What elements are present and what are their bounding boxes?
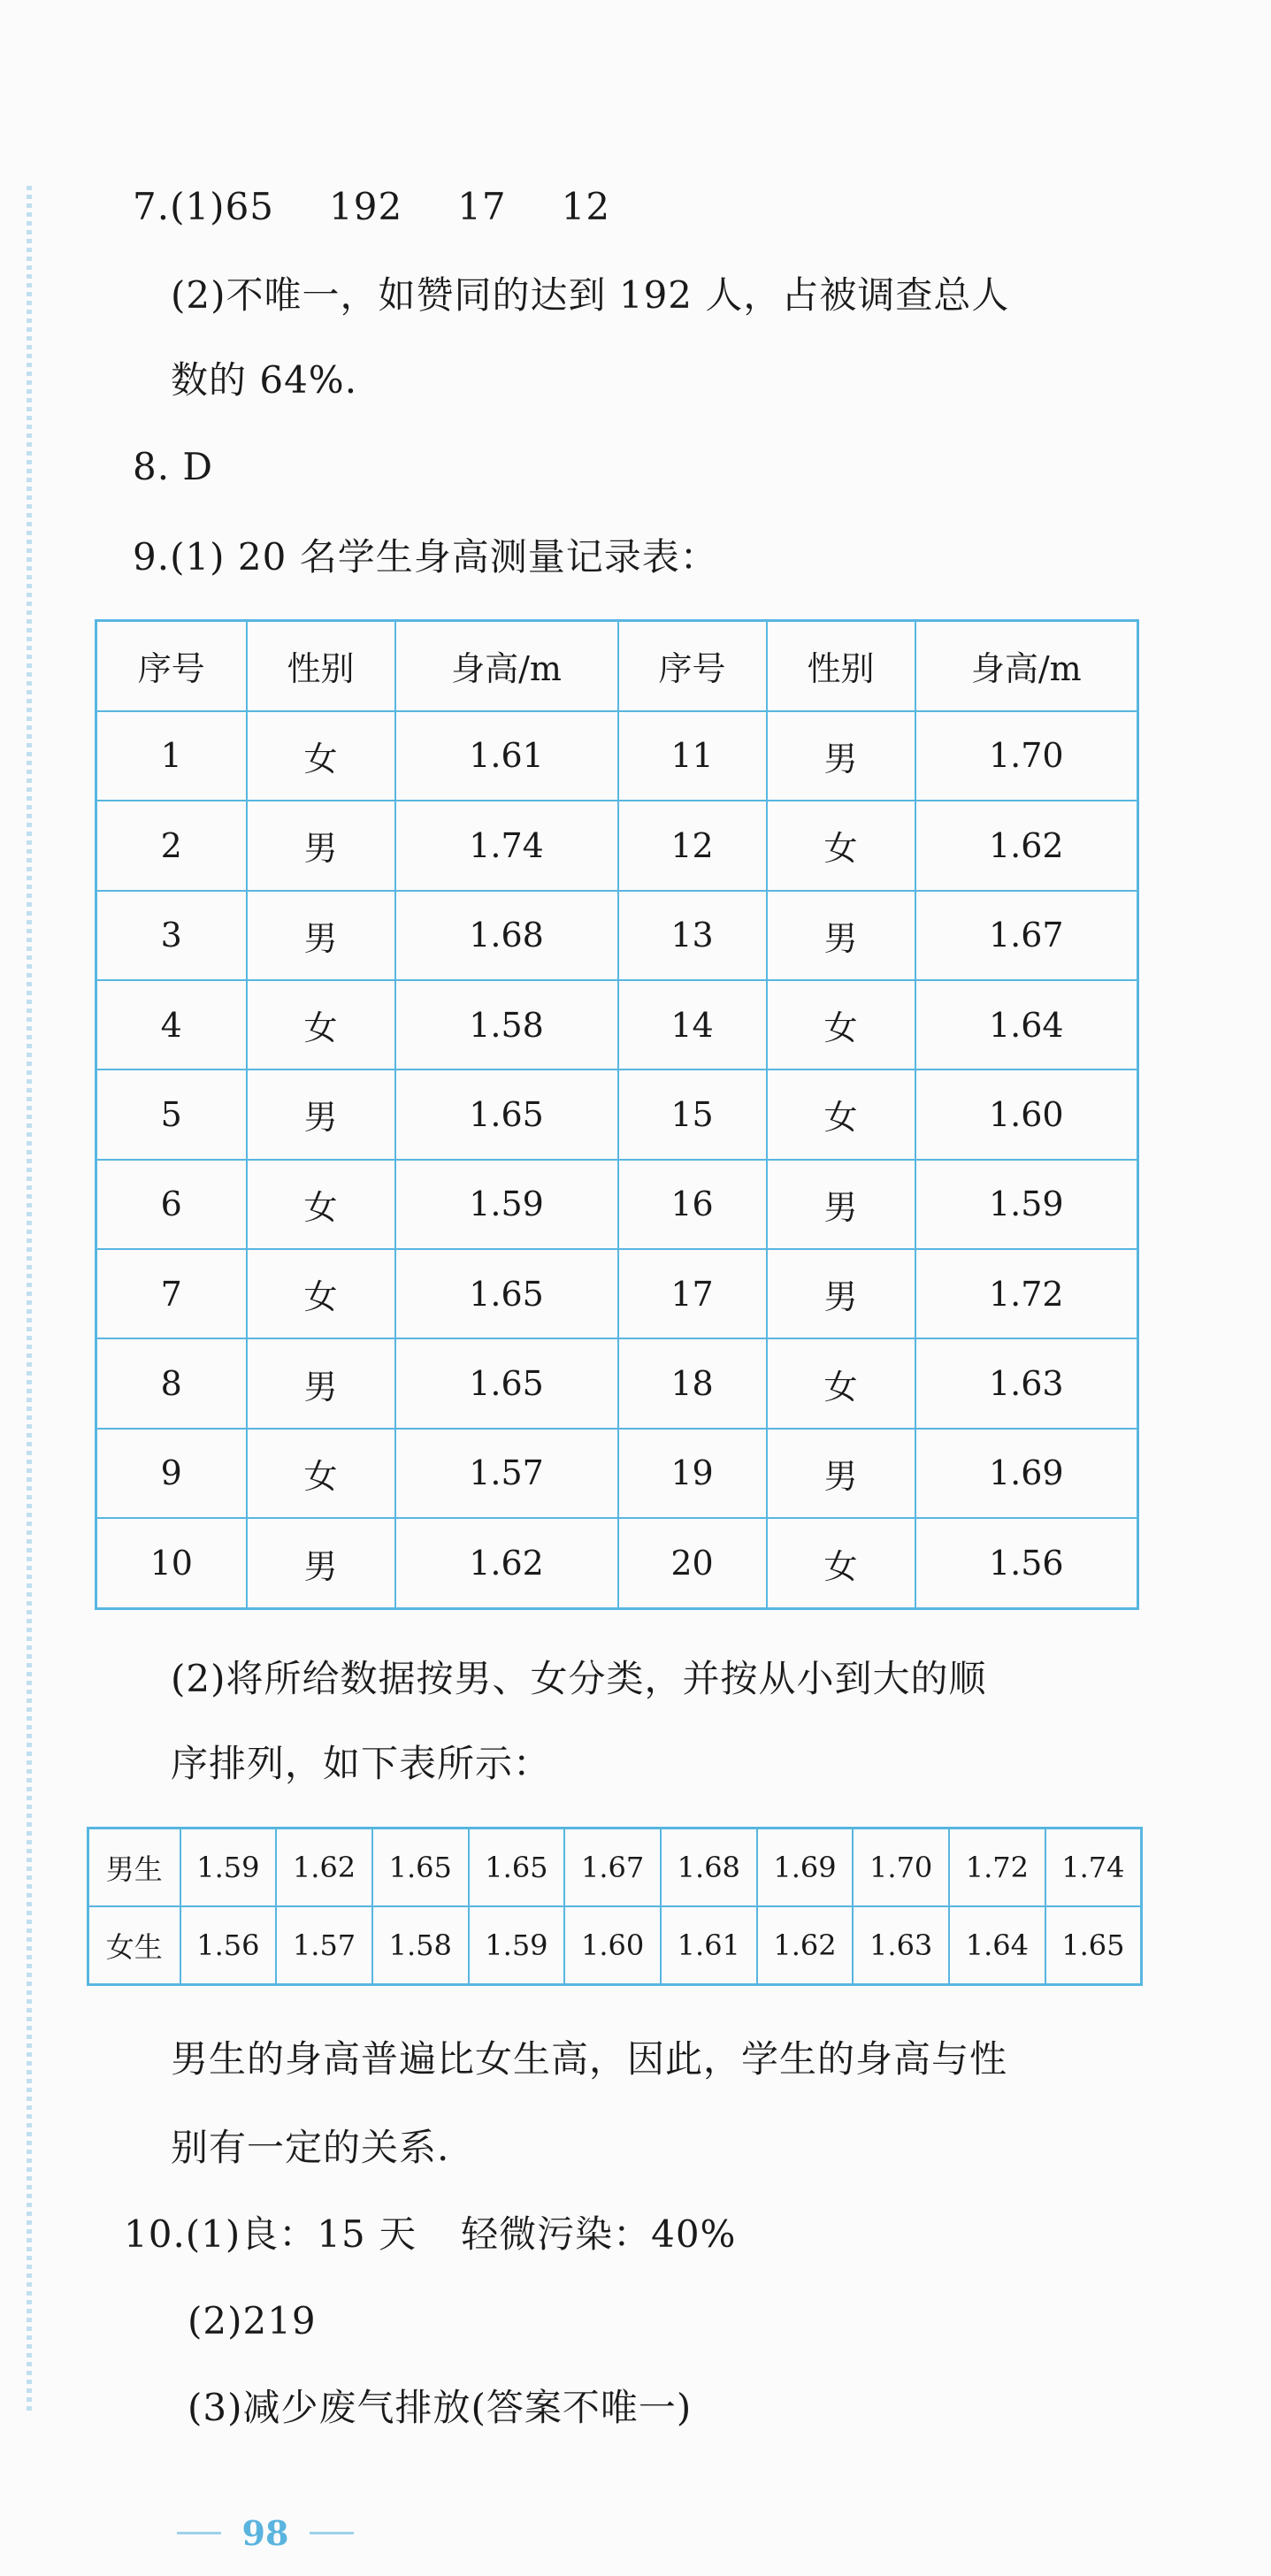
table-row [88, 1906, 1142, 1985]
table-header-cell: 性别 [247, 621, 395, 711]
table-cell: 1.67 [564, 1828, 661, 1907]
height-record-table [95, 619, 1139, 1610]
q7-part1 [133, 182, 610, 232]
q7-value-3: 17 [457, 185, 507, 228]
table-cell: 13 [618, 891, 767, 980]
table-header-row [96, 621, 1138, 711]
q9-part2-line2: 序排列，如下表所示： [171, 1742, 552, 1785]
q10-part2: (2)219 [188, 2299, 317, 2342]
q7-value-1: 65 [225, 185, 275, 228]
table-cell: 女 [767, 801, 915, 890]
table-cell: 女 [247, 711, 395, 801]
table-cell: 1.58 [395, 980, 618, 1070]
table-cell: 1.59 [395, 1160, 618, 1249]
table-cell: 1.63 [853, 1906, 949, 1985]
table-cell: 17 [618, 1249, 767, 1338]
table-cell: 11 [618, 711, 767, 801]
table-cell: 1.59 [915, 1160, 1138, 1249]
table-cell: 16 [618, 1160, 767, 1249]
table-cell: 男 [767, 891, 915, 980]
table-header-cell: 序号 [96, 621, 247, 711]
table-cell: 1.64 [949, 1906, 1045, 1985]
table-cell: 男 [247, 801, 395, 890]
table-cell: 1.60 [915, 1070, 1138, 1159]
q7-value-2: 192 [329, 185, 403, 228]
table-row [96, 1070, 1138, 1159]
table-cell: 3 [96, 891, 247, 980]
table-cell: 1.62 [395, 1518, 618, 1608]
q7-part1-label: 7.(1) [133, 185, 226, 228]
table-cell: 1.69 [915, 1429, 1138, 1518]
table-cell: 1.64 [915, 980, 1138, 1070]
page-number-dash-right [310, 2532, 354, 2534]
table-row [96, 1429, 1138, 1518]
table-header-cell: 性别 [767, 621, 915, 711]
table-header-cell: 序号 [618, 621, 767, 711]
table-cell: 1.62 [915, 801, 1138, 890]
table-cell: 1.70 [915, 711, 1138, 801]
table-cell: 女 [767, 1070, 915, 1159]
table-cell: 男 [247, 1338, 395, 1428]
table-cell: 1.74 [395, 801, 618, 890]
table-cell: 女 [247, 1160, 395, 1249]
table-cell: 1.57 [276, 1906, 372, 1985]
table-cell: 14 [618, 980, 767, 1070]
table-cell: 女 [247, 1429, 395, 1518]
page-number-text: 98 [241, 2512, 289, 2553]
table-cell: 1.70 [853, 1828, 949, 1907]
table-cell: 7 [96, 1249, 247, 1338]
table-cell: 男 [767, 1429, 915, 1518]
table-cell: 8 [96, 1338, 247, 1428]
table-cell: 1.74 [1045, 1828, 1142, 1907]
q7-part2-line2: 数的 64%. [171, 358, 358, 402]
q8-answer: 8. D [133, 445, 214, 488]
table-cell: 1.68 [395, 891, 618, 980]
table-cell: 1.65 [372, 1828, 469, 1907]
q7-part2-line1: (2)不唯一，如赞同的达到 192 人，占被调查总人 [171, 273, 1010, 317]
table-cell: 15 [618, 1070, 767, 1159]
table-row [96, 711, 1138, 801]
table-cell: 1.62 [757, 1906, 854, 1985]
margin-decoration [27, 186, 32, 2415]
table-cell: 1.65 [469, 1828, 565, 1907]
table-cell: 1.57 [395, 1429, 618, 1518]
sorted-height-table-body [88, 1828, 1142, 1985]
height-record-table-body [96, 621, 1138, 1609]
table-cell: 1.62 [276, 1828, 372, 1907]
table-cell: 19 [618, 1429, 767, 1518]
q9-part2-line1: (2)将所给数据按男、女分类，并按从小到大的顺 [171, 1657, 987, 1700]
table-cell: 女 [767, 980, 915, 1070]
sorted-height-table [87, 1827, 1143, 1986]
table-cell: 男 [767, 1249, 915, 1338]
q10-part3: (3)减少废气排放(答案不唯一) [188, 2386, 693, 2429]
table-cell: 1.61 [661, 1906, 757, 1985]
table-cell: 1.69 [757, 1828, 854, 1907]
table-cell: 2 [96, 801, 247, 890]
page-number [177, 2511, 354, 2555]
table-cell: 1.65 [395, 1070, 618, 1159]
table-cell: 1.58 [372, 1906, 469, 1985]
table-cell: 1.59 [180, 1828, 277, 1907]
table-cell: 1 [96, 711, 247, 801]
q10-part1-second: 轻微污染：40% [461, 2212, 737, 2256]
table-cell: 18 [618, 1338, 767, 1428]
q9-conclusion-line2: 别有一定的关系. [171, 2126, 450, 2169]
table-cell: 女 [247, 980, 395, 1070]
table-cell: 12 [618, 801, 767, 890]
table-cell: 1.59 [469, 1906, 565, 1985]
table-cell: 男 [247, 1070, 395, 1159]
q9-part1-title: 9.(1) 20 名学生身高测量记录表： [133, 535, 718, 579]
table-cell: 4 [96, 980, 247, 1070]
table-cell: 女 [247, 1249, 395, 1338]
table-row [96, 980, 1138, 1070]
q10-part1-label: 10.(1)良：15 天 [124, 2212, 417, 2256]
q9-conclusion-line1: 男生的身高普遍比女生高，因此，学生的身高与性 [171, 2037, 1008, 2081]
table-cell: 1.63 [915, 1338, 1138, 1428]
table-row [96, 801, 1138, 890]
table-cell: 1.68 [661, 1828, 757, 1907]
table-cell: 1.65 [395, 1249, 618, 1338]
q10-part1 [124, 2210, 736, 2259]
table-cell: 男 [767, 711, 915, 801]
table-cell: 20 [618, 1518, 767, 1608]
table-cell: 女 [767, 1338, 915, 1428]
table-row [96, 1249, 1138, 1338]
table-cell: 1.61 [395, 711, 618, 801]
table-cell: 10 [96, 1518, 247, 1608]
row-label-cell: 女生 [88, 1906, 180, 1985]
table-row [96, 1160, 1138, 1249]
table-cell: 1.56 [915, 1518, 1138, 1608]
table-cell: 1.65 [395, 1338, 618, 1428]
table-cell: 1.72 [915, 1249, 1138, 1338]
table-cell: 男 [247, 891, 395, 980]
table-row [96, 891, 1138, 980]
table-cell: 9 [96, 1429, 247, 1518]
table-cell: 1.67 [915, 891, 1138, 980]
table-cell: 5 [96, 1070, 247, 1159]
table-row [96, 1338, 1138, 1428]
table-cell: 女 [767, 1518, 915, 1608]
table-row [96, 1518, 1138, 1608]
table-row [88, 1828, 1142, 1907]
table-cell: 男 [767, 1160, 915, 1249]
table-cell: 1.60 [564, 1906, 661, 1985]
table-cell: 1.56 [180, 1906, 277, 1985]
page-number-dash-left [177, 2532, 221, 2534]
table-cell: 1.65 [1045, 1906, 1142, 1985]
table-header-cell: 身高/m [915, 621, 1138, 711]
table-header-cell: 身高/m [395, 621, 618, 711]
q7-value-4: 12 [561, 185, 611, 228]
table-cell: 1.72 [949, 1828, 1045, 1907]
row-label-cell: 男生 [88, 1828, 180, 1907]
table-cell: 男 [247, 1518, 395, 1608]
table-cell: 6 [96, 1160, 247, 1249]
